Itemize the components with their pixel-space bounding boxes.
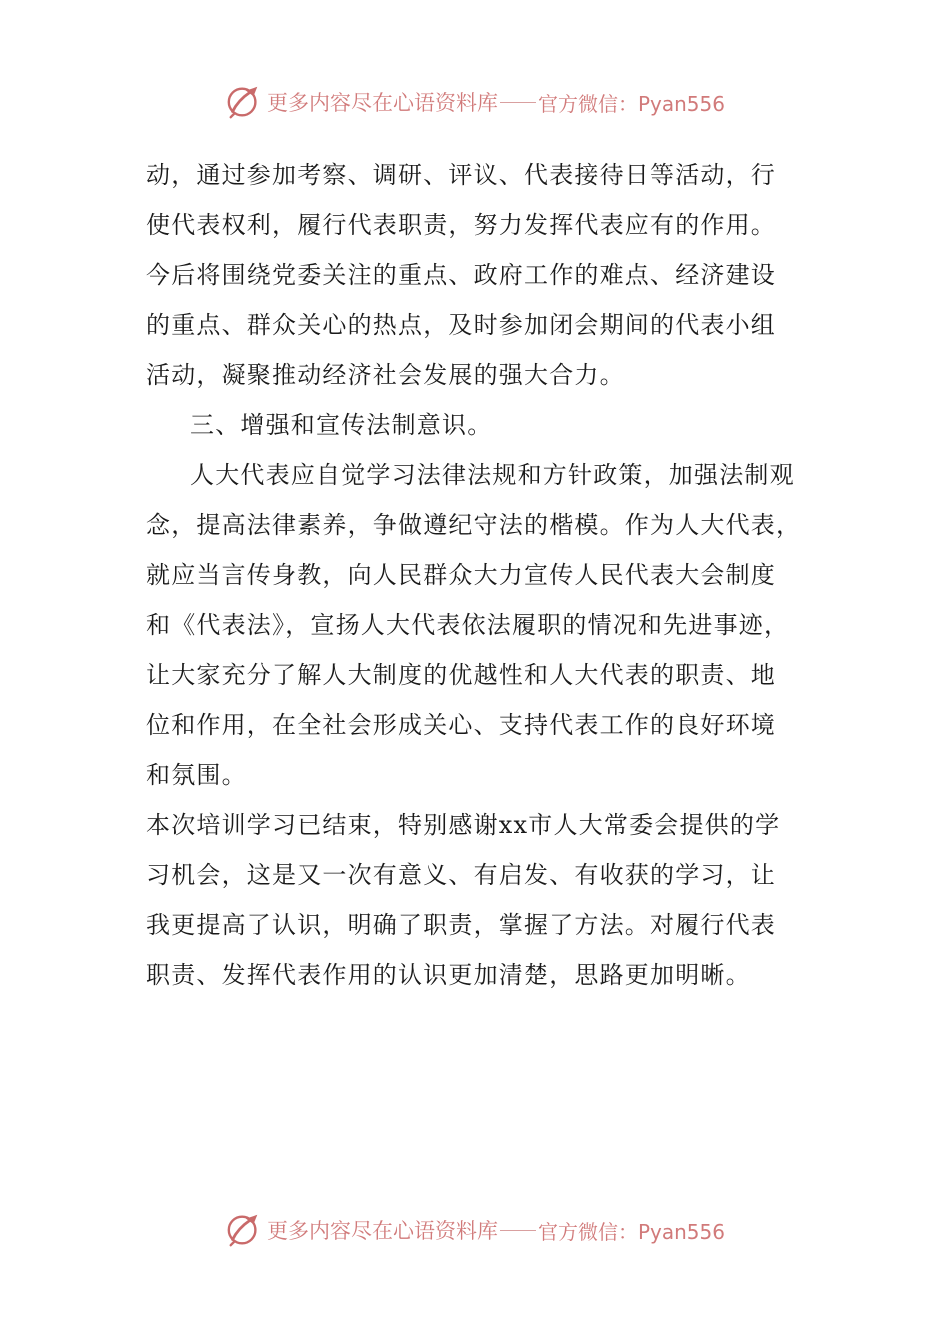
body-line: 习机会，这是又一次有意义、有启发、有收获的学习，让 bbox=[146, 861, 776, 889]
header-wechat-text: 官方微信：Pyan556 bbox=[537, 91, 725, 116]
body-line: 位和作用，在全社会形成关心、支持代表工作的良好环境 bbox=[146, 711, 776, 739]
header-site-text: 更多内容尽在心语资料库 bbox=[266, 91, 498, 115]
footer-site-text: 更多内容尽在心语资料库 bbox=[266, 1219, 498, 1243]
footer-banner bbox=[0, 1208, 950, 1252]
body-line: 的重点、群众关心的热点，及时参加闭会期间的代表小组 bbox=[146, 311, 776, 339]
body-line: 本次培训学习已结束，特别感谢xx市人大常委会提供的学 bbox=[146, 811, 781, 839]
pen-logo-icon bbox=[225, 1211, 263, 1249]
body-line: 和氛围。 bbox=[146, 761, 247, 789]
body-line: 职责、发挥代表作用的认识更加清楚，思路更加明晰。 bbox=[146, 961, 751, 989]
header-banner bbox=[0, 80, 950, 124]
body-line: 人大代表应自觉学习法律法规和方针政策，加强法制观 bbox=[190, 461, 795, 489]
footer-wechat-text: 官方微信：Pyan556 bbox=[537, 1219, 725, 1244]
body-line: 和《代表法》，宣扬人大代表依法履职的情况和先进事迹， bbox=[146, 611, 790, 639]
section-heading: 三、增强和宣传法制意识。 bbox=[190, 411, 493, 439]
body-line: 今后将围绕党委关注的重点、政府工作的难点、经济建设 bbox=[146, 261, 776, 289]
header-separator bbox=[500, 102, 536, 103]
body-line: 动，通过参加考察、调研、评议、代表接待日等活动，行 bbox=[146, 161, 776, 189]
body-line: 我更提高了认识，明确了职责，掌握了方法。对履行代表 bbox=[146, 911, 776, 939]
body-line: 就应当言传身教，向人民群众大力宣传人民代表大会制度 bbox=[146, 561, 776, 589]
footer-separator bbox=[500, 1230, 536, 1231]
body-line: 让大家充分了解人大制度的优越性和人大代表的职责、地 bbox=[146, 661, 776, 689]
body-line: 活动，凝聚推动经济社会发展的强大合力。 bbox=[146, 361, 625, 389]
document-body bbox=[146, 150, 826, 1000]
body-line: 念，提高法律素养，争做遵纪守法的楷模。作为人大代表， bbox=[146, 511, 802, 539]
pen-logo-icon bbox=[225, 83, 263, 121]
body-line: 使代表权利，履行代表职责，努力发挥代表应有的作用。 bbox=[146, 211, 776, 239]
